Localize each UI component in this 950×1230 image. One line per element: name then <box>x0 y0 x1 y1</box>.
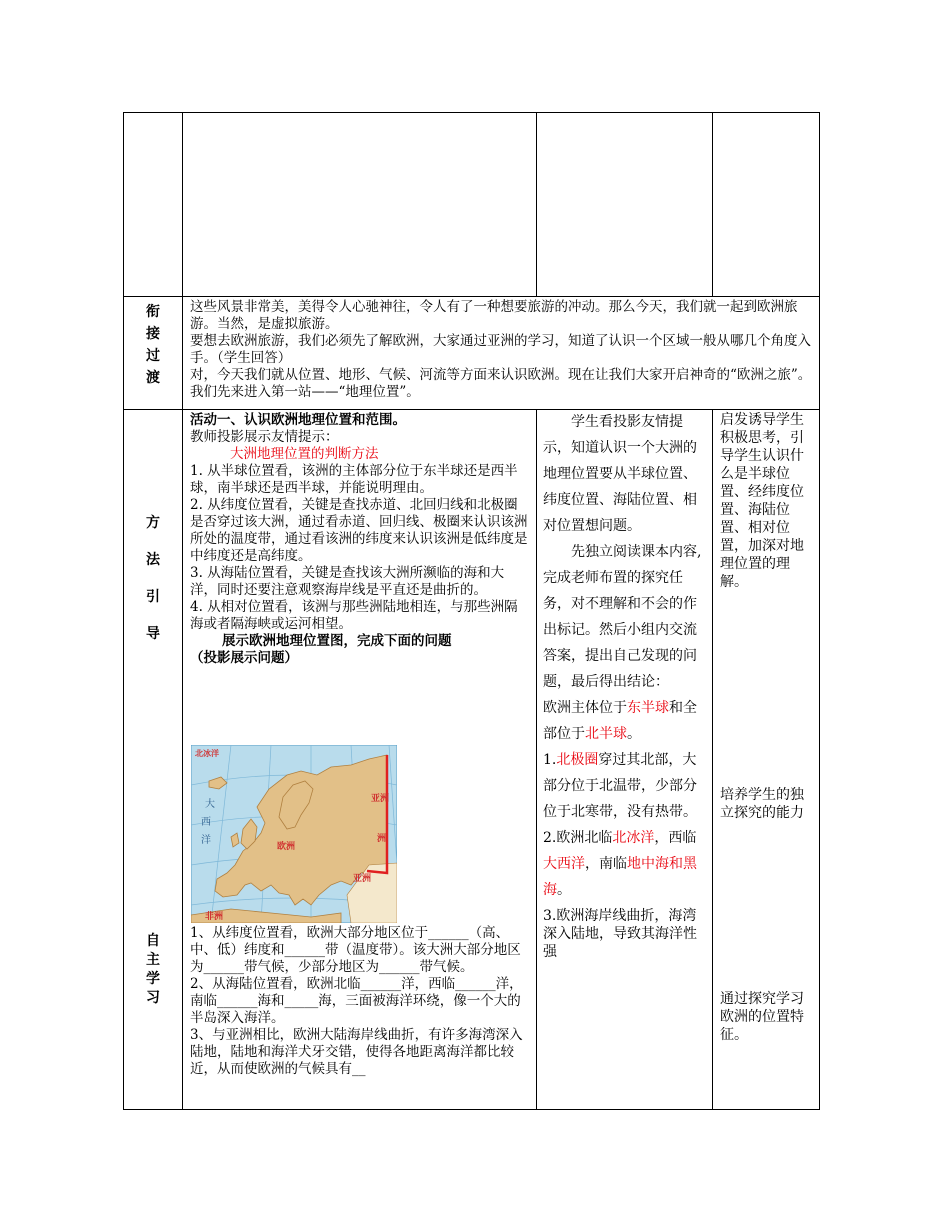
purpose-1: 启发诱导学生积极思考，引导学生认识什么是半球位置、经纬度位置、海陆位置、相对位置，加深对地理位置的理解。 <box>720 412 804 590</box>
map-label-asia-top: 亚洲 <box>371 794 390 804</box>
point-3: 3. 从海陆位置看，关键是查找该大洲所濒临的海和大洋，同时还要注意观察海岸线是平直还是曲折的。 <box>190 565 505 598</box>
teacher-activity <box>190 412 528 667</box>
transition-label: 衔 接 过 渡 <box>146 304 160 386</box>
table-left-border <box>123 112 124 1110</box>
row-divider-2 <box>123 409 820 410</box>
europe-map <box>191 745 397 923</box>
row-divider-1 <box>123 296 820 297</box>
col-divider-1 <box>182 112 183 1110</box>
student-item-1: 1.北极圈穿过其北部，大部分位于北温带，少部分位于北寒带，没有热带。 <box>543 752 697 820</box>
map-label-atlantic-1: 大 <box>205 799 215 810</box>
map-subheading: （投影展示问题） <box>190 650 298 666</box>
student-para-2: 先独立阅读课本内容,完成老师布置的探究任务，对不理解和不会的作出标记。然后小组内交流答案，提出自己发现的问题，最后得出结论： <box>543 544 702 690</box>
table-right-border <box>819 112 820 1110</box>
student-activity <box>543 409 707 961</box>
point-2: 2. 从纬度位置看，关键是查找赤道、北回归线和北极圈是否穿过该大洲，通过看赤道、回归线、极圈来认识该洲所处的温度带，通过看该洲的纬度来认识该洲是低纬度是中纬度还是高纬度。 <box>190 497 528 564</box>
map-label-arctic: 北冰洋 <box>195 749 219 758</box>
purpose-3: 通过探究学习欧洲的位置特征。 <box>720 991 804 1043</box>
method-label: 方 法 引 导 <box>146 515 160 642</box>
map-label-asia-bottom: 亚洲 <box>353 874 372 884</box>
student-conclusion: 欧洲主体位于东半球和全部位于北半球。 <box>543 700 697 742</box>
point-4: 4. 从相对位置看，该洲与那些洲陆地相连，与那些洲隔海或者隔海峡或运河相望。 <box>190 599 518 632</box>
map-label-africa: 非洲 <box>205 912 224 922</box>
question-2: 2、从海陆位置看，欧洲北临______洋，西临______洋，南临______海和_____海，三面被海洋环绕，像一个大的半岛深入海洋。 <box>190 976 523 1026</box>
self-study-label: 自 主 学 习 <box>146 933 160 1006</box>
purpose-2: 培养学生的独立探究的能力 <box>720 787 804 821</box>
question-3: 3、与亚洲相比，欧洲大陆海岸线曲折，有许多海湾深入陆地，陆地和海洋犬牙交错，使得各地距离海洋都比较近，从而使欧洲的气候具有__ <box>190 1027 523 1077</box>
col-divider-3-bottom <box>712 409 713 1110</box>
col-divider-2-top <box>536 112 537 297</box>
student-item-3: 3.欧洲海岸线曲折，海湾深入陆地，导致其海洋性强 <box>543 908 697 960</box>
table-top-border <box>123 112 820 113</box>
map-label-europe: 欧洲 <box>277 842 296 852</box>
col-divider-3-top <box>712 112 713 297</box>
map-heading: 展示欧洲地理位置图，完成下面的问题 <box>222 633 452 649</box>
map-label-atlantic-3: 洋 <box>201 835 211 846</box>
transition-text: 这些风景非常美，美得令人心驰神往，令人有了一种想要旅游的冲动。那么今天，我们就一起到欧洲旅游。当然，是虚拟旅游。 要想去欧洲旅游，我们必须先了解欧洲，大家通过亚洲的学习，知道了认识一个区域一般从哪几个角度入手。（学生回答） 对，今天我们就从位置、地形、气候、河流等方面来认识欧洲。现在让我们大家开启神奇的“欧洲之旅”。我们先来进入第一站——“地理位置”。 <box>190 299 812 400</box>
map-label-atlantic-2: 西 <box>201 817 211 828</box>
question-1: 1、从纬度位置看，欧洲大部分地区位于______（高、中、低）纬度和______带（温度带）。该大洲大部分地区为______带气候，少部分地区为______带气候。 <box>190 925 521 975</box>
projection-intro: 教师投影展示友情提示： <box>190 429 339 445</box>
student-item-2: 2.欧洲北临北冰洋，西临大西洋，南临地中海和黑海。 <box>543 830 697 898</box>
teacher-questions <box>190 925 528 1078</box>
map-label-zhou: 洲 <box>377 834 387 844</box>
col-divider-2-bottom <box>536 409 537 1110</box>
table-bottom-border <box>123 1109 820 1110</box>
student-para-1: 学生看投影友情提示，知道认识一个大洲的地理位置要从半球位置、纬度位置、海陆位置、相对位置想问题。 <box>543 414 697 534</box>
activity-title: 活动一、认识欧洲地理位置和范围。 <box>190 412 406 428</box>
point-1: 1. 从半球位置看，该洲的主体部分位于东半球还是西半球，南半球还是西半球，并能说明理由。 <box>190 463 518 496</box>
method-title: 大洲地理位置的判断方法 <box>230 446 379 462</box>
